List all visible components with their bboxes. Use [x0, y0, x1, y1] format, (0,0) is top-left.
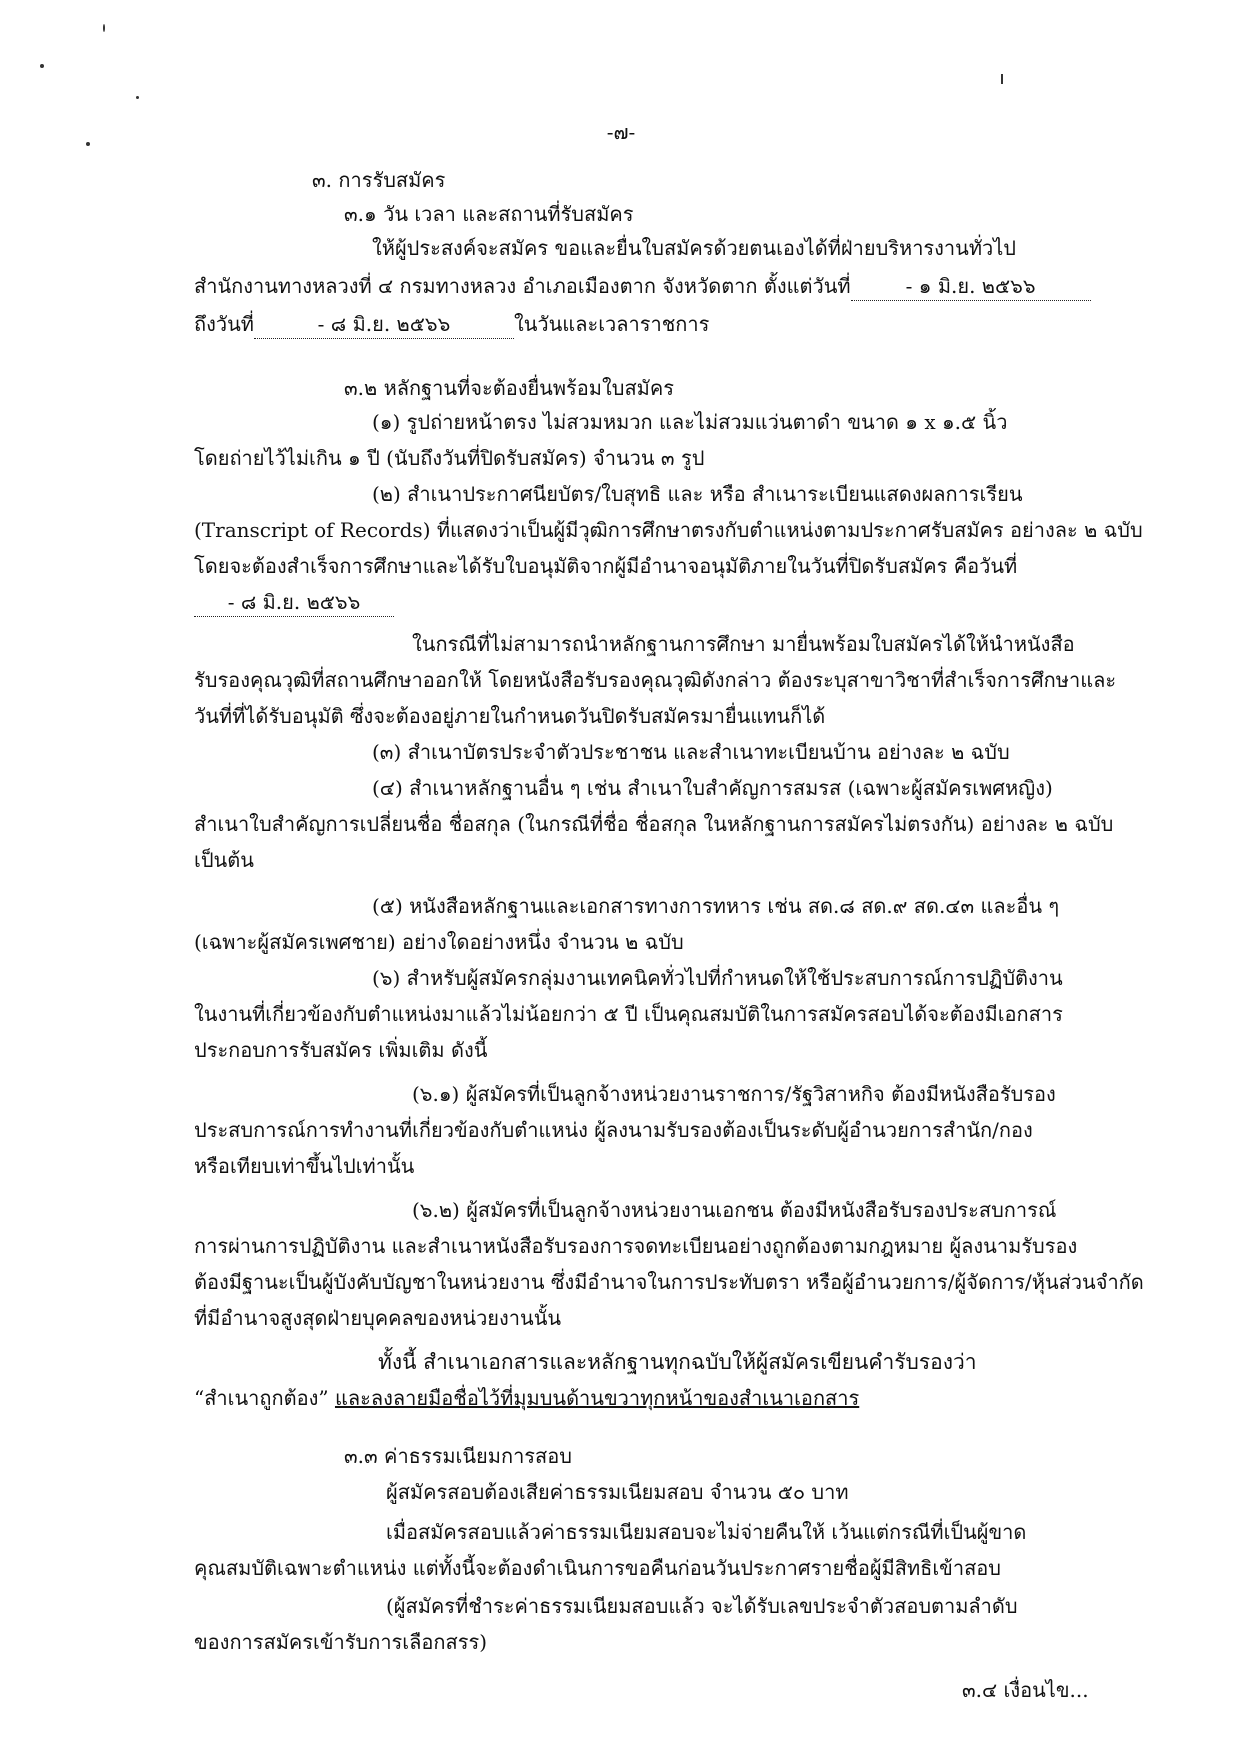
paragraph-line: เมื่อสมัครสอบแล้วค่าธรรมเนียมสอบจะไม่จ่ายคืนให้ เว้นแต่กรณีที่เป็นผู้ขาด: [386, 1520, 1027, 1544]
paragraph-line: (เฉพาะผู้สมัครเพศชาย) อย่างใดอย่างหนึ่ง จำนวน ๒ ฉบับ: [194, 930, 684, 954]
paragraph-line: ประสบการณ์การทำงานที่เกี่ยวข้องกับตำแหน่ง ผู้ลงนามรับรองต้องเป็นระดับผู้อำนวยการสำนัก/กอง: [194, 1118, 1033, 1142]
paragraph-line: ทั้งนี้ สำเนาเอกสารและหลักฐานทุกฉบับให้ผู้สมัครเขียนคำรับรองว่า: [378, 1350, 977, 1374]
paragraph-line: ต้องมีฐานะเป็นผู้บังคับบัญชาในหน่วยงาน ซึ่งมีอำนาจในการประทับตรา หรือผู้อำนวยการ/ผู้จัดการ/หุ้นส่วนจำกัด: [194, 1270, 1144, 1294]
paragraph-line: [194, 588, 394, 617]
page-number: -๗-: [606, 120, 636, 144]
scan-speck: [103, 24, 105, 32]
paragraph-line: (ผู้สมัครที่ชำระค่าธรรมเนียมสอบแล้ว จะได้รับเลขประจำตัวสอบตามลำดับ: [386, 1594, 1018, 1618]
date-blank: - ๑ มิ.ย. ๒๕๖๖: [851, 272, 1091, 301]
subsection-heading: ๓.๓ ค่าธรรมเนียมการสอบ: [344, 1444, 572, 1468]
date-blank: - ๘ มิ.ย. ๒๕๖๖: [254, 310, 514, 339]
paragraph-line: รับรองคุณวุฒิที่สถานศึกษาออกให้ โดยหนังสือรับรองคุณวุฒิดังกล่าว ต้องระบุสาขาวิชาที่สำเร็จการศึกษาและ: [194, 668, 1117, 692]
paragraph-line: ในงานที่เกี่ยวข้องกับตำแหน่งมาแล้วไม่น้อยกว่า ๕ ปี เป็นคุณสมบัติในการสมัครสอบได้จะต้องมีเอกสาร: [194, 1002, 1063, 1026]
paragraph-line: ของการสมัครเข้ารับการเลือกสรร): [194, 1630, 488, 1654]
scan-speck: [136, 96, 139, 99]
underlined-text: และลงลายมือชื่อไว้ที่มุมบนด้านขวาทุกหน้าของสำเนาเอกสาร: [334, 1386, 860, 1410]
paragraph-line: โดยจะต้องสำเร็จการศึกษาและได้รับใบอนุมัติจากผู้มีอำนาจอนุมัติภายในวันที่ปิดรับสมัคร คือวันที่: [194, 554, 1018, 578]
paragraph-line: เป็นต้น: [194, 848, 254, 872]
paragraph-line: (Transcript of Records) ที่แสดงว่าเป็นผู้มีวุฒิการศึกษาตรงกับตำแหน่งตามประกาศรับสมัคร อย่างละ ๒ ฉบับ: [194, 518, 1143, 542]
paragraph-line: (๖.๒) ผู้สมัครที่เป็นลูกจ้างหน่วยงานเอกชน ต้องมีหนังสือรับรองประสบการณ์: [412, 1198, 1057, 1222]
paragraph-line: ให้ผู้ประสงค์จะสมัคร ขอและยื่นใบสมัครด้วยตนเองได้ที่ฝ่ายบริหารงานทั่วไป: [372, 236, 1017, 260]
paragraph-line: (๑) รูปถ่ายหน้าตรง ไม่สวมหมวก และไม่สวมแว่นตาดำ ขนาด ๑ x ๑.๕ นิ้ว: [372, 410, 1008, 434]
paragraph-line: “สำเนาถูกต้อง” และลงลายมือชื่อไว้ที่มุมบนด้านขวาทุกหน้าของสำเนาเอกสาร: [194, 1386, 860, 1410]
paragraph-line: ที่มีอำนาจสูงสุดฝ่ายบุคคลของหน่วยงานนั้น: [194, 1306, 562, 1330]
paragraph-line: หรือเทียบเท่าขึ้นไปเท่านั้น: [194, 1154, 415, 1178]
continuation-marker: ๓.๔ เงื่อนไข...: [962, 1678, 1089, 1702]
date-blank: - ๘ มิ.ย. ๒๕๖๖: [194, 588, 394, 617]
paragraph-line: ในกรณีที่ไม่สามารถนำหลักฐานการศึกษา มายื่นพร้อมใบสมัครได้ให้นำหนังสือ: [412, 632, 1075, 656]
paragraph-line: คุณสมบัติเฉพาะตำแหน่ง แต่ทั้งนี้จะต้องดำเนินการขอคืนก่อนวันประกาศรายชื่อผู้มีสิทธิเข้าสอบ: [194, 1556, 1001, 1580]
paragraph-line: (๒) สำเนาประกาศนียบัตร/ใบสุทธิ และ หรือ สำเนาระเบียนแสดงผลการเรียน: [372, 482, 1023, 506]
paragraph-line: การผ่านการปฏิบัติงาน และสำเนาหนังสือรับรองการจดทะเบียนอย่างถูกต้องตามกฎหมาย ผู้ลงนามรับรอง: [194, 1234, 1078, 1258]
paragraph-line: สำเนาใบสำคัญการเปลี่ยนชื่อ ชื่อสกุล (ในกรณีที่ชื่อ ชื่อสกุล ในหลักฐานการสมัครไม่ตรงกัน) อย่างละ ๒ ฉบับ: [194, 812, 1114, 836]
section-heading: ๓. การรับสมัคร: [312, 168, 446, 192]
paragraph-line: (๖) สำหรับผู้สมัครกลุ่มงานเทคนิคทั่วไปที่กำหนดให้ใช้ประสบการณ์การปฏิบัติงาน: [372, 966, 1063, 990]
scan-speck: [40, 64, 44, 68]
paragraph-line: ถึงวันที่ - ๘ มิ.ย. ๒๕๖๖ ในวันและเวลาราชการ: [194, 310, 709, 339]
paragraph-line: ผู้สมัครสอบต้องเสียค่าธรรมเนียมสอบ จำนวน ๕๐ บาท: [386, 1480, 849, 1504]
paragraph-line: (๖.๑) ผู้สมัครที่เป็นลูกจ้างหน่วยงานราชการ/รัฐวิสาหกิจ ต้องมีหนังสือรับรอง: [412, 1082, 1056, 1106]
paragraph-line: ประกอบการรับสมัคร เพิ่มเติม ดังนี้: [194, 1038, 488, 1062]
paragraph-line: วันที่ที่ได้รับอนุมัติ ซึ่งจะต้องอยู่ภายในกำหนดวันปิดรับสมัครมายื่นแทนก็ได้: [194, 704, 826, 728]
paragraph-line: โดยถ่ายไว้ไม่เกิน ๑ ปี (นับถึงวันที่ปิดรับสมัคร) จำนวน ๓ รูป: [194, 446, 705, 470]
paragraph-line: (๕) หนังสือหลักฐานและเอกสารทางการทหาร เช่น สด.๘ สด.๙ สด.๔๓ และอื่น ๆ: [372, 894, 1060, 918]
subsection-heading: ๓.๑ วัน เวลา และสถานที่รับสมัคร: [344, 202, 634, 226]
subsection-heading: ๓.๒ หลักฐานที่จะต้องยื่นพร้อมใบสมัคร: [344, 376, 674, 400]
paragraph-line: สำนักงานทางหลวงที่ ๔ กรมทางหลวง อำเภอเมืองตาก จังหวัดตาก ตั้งแต่วันที่ - ๑ มิ.ย. ๒๕๖๖: [194, 272, 1091, 301]
paragraph-line: (๔) สำเนาหลักฐานอื่น ๆ เช่น สำเนาใบสำคัญการสมรส (เฉพาะผู้สมัครเพศหญิง): [372, 776, 1053, 800]
scan-speck: [1001, 74, 1003, 84]
paragraph-line: (๓) สำเนาบัตรประจำตัวประชาชน และสำเนาทะเบียนบ้าน อย่างละ ๒ ฉบับ: [372, 740, 1010, 764]
